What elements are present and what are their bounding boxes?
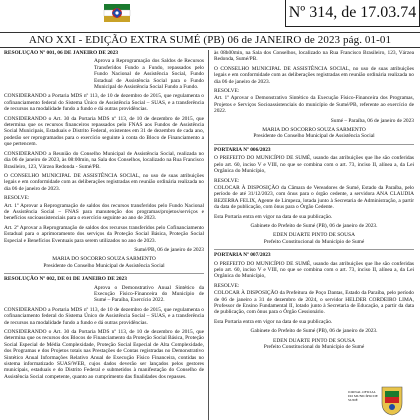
resolution-1-article-1: Art. 1º Aprovar a Reprogramação de saldos dos recursos transferidos pelo Fundo Nacional de Assistência Social – FNAS para manutenção dos programas/projetos/serviços e benefícios socioassistenciais para o exercício seguinte ao ano de 2023. [4, 202, 204, 222]
signature-role: Prefeito Constitucional do Município de Sumé [263, 344, 365, 351]
portaria-7-signature [214, 338, 414, 351]
portaria-7-gabinete: Gabinete do Prefeito de Sumé (PB), 06 de janeiro de 2023. [250, 328, 378, 335]
footer-crest-icon [380, 385, 404, 417]
resolution-2-paragraph-1: CONSIDERANDO a Portaria MDS nº 113, de 10 de dezembro de 2015, que regulamenta o cofinanciamento federal do Sistema Único de Assistência Social – SUAS, e a transferência de recursos na modalidade fundo a fundo e dá outras providências. [4, 306, 204, 326]
portaria-7-resolve: RESOLVE: [214, 282, 240, 289]
resolution-2-heading: RESOLUÇÃO Nº 002, DE 01 DE JANEIRO DE 2023 [4, 273, 204, 282]
portaria-6-paragraph-3: Esta Portaria entra em vigor na data de sua publicação. [214, 213, 333, 220]
portaria-6-resolve: RESOLVE: [214, 177, 240, 184]
signature-name: EDEN DUARTE PINTO DE SOUSA [273, 232, 355, 239]
resolution-1-signature [4, 256, 204, 269]
council-paragraph: O CONSELHO MUNICIPAL DE ASSISTÊNCIA SOCIAL, no uso de suas atribuições legais e em conformidade com as deliberações registradas em reunião ordinária realizada no dia 06 de janeiro de 2023. [214, 65, 414, 85]
resolution-1-paragraph-4: O CONSELHO MUNICIPAL DE ASSISTÊNCIA SOCIAL, no uso de suas atribuições legais e em conformidade com as deliberações registradas em reunião ordinária realizada no dia 06 de janeiro de 2023. [4, 172, 204, 192]
resolution-2-signature [214, 127, 414, 140]
resolution-1-heading: RESOLUÇÃO Nº 001, 06 DE JANEIRO DE 2023 [4, 50, 119, 56]
resolution-1-paragraph-1: CONSIDERANDO a Portaria MDS nº 113, de 10 de dezembro de 2015, que regulamenta o cofinanciamento federal do Sistema Único de Assistência Social – SUAS, e a transferência de recursos na modalidade fundo a fundo e dá outras providências. [4, 93, 204, 113]
signature-name: MARIA DO SOCORRO SOUZA SARMENTO [52, 256, 156, 263]
resolution-2-ementa: Aprova o Demonstrativo Anual Sintético da Execução Físico-Financeira do Município de Sumé – Paraíba, Exercício 2022. [94, 284, 204, 304]
portaria-7-heading: PORTARIA Nº 007/2023 [214, 249, 414, 258]
right-column [214, 50, 414, 420]
resolution-1-date: Sumé/PB, 06 de janeiro de 2023 [134, 246, 204, 253]
signature-name: MARIA DO SOCORRO SOUZA SARMENTO [262, 127, 366, 134]
portaria-6-paragraph-2: COLOCAR À DISPOSIÇÃO da Câmara de Vereadores de Sumé, Estado da Paraíba, pelo período de até 31/12/2023, com ônus para o órgão cedente, a servidora ANA CLAUDIA BEZERRA FELIX, Agente de Limpeza, lotada junto à Secretaria de Administração, a partir da data de publicação, com ônus para o Órgão Cedente. [214, 184, 414, 211]
portaria-7-paragraph-3: Esta Portaria entra em vigor na data de sua publicação. [214, 318, 333, 325]
left-column [4, 50, 204, 420]
portaria-6-signature [214, 232, 414, 245]
portaria-6-paragraph-1: O PREFEITO DO MUNICÍPIO DE SUMÉ, usando das atribuições que lhe são conferidas pelo art. 60, inciso V e VIII, no que se combina com o art. 73, inciso II, alínea a, da Lei Orgânica do Município, [214, 155, 414, 175]
resolution-1-ementa: Aprova a Reprogramação dos Saldos de Recursos Transferidos Fundo a Fundo, repassados pelo Fundo Nacional de Assistência Social, Fundo Estadual de Assistência Social para o Fundo Municipal de Assistência Social Fundo a Fundo. [94, 58, 204, 91]
issue-number-box: Nº 314, de 17.03.74 [285, 0, 420, 27]
portaria-6-heading: PORTARIA Nº 006/2023 [214, 144, 414, 153]
signature-name: EDEN DUARTE PINTO DE SOUSA [273, 337, 355, 344]
resolution-1-article-2: Art. 2º Aprovar a Reprogramação de saldos dos recursos transferidos pelo Cofinanciamento Estadual para o aprimoramento dos serviços da Proteção Social Básica, Proteção Social Especial e Benefícios Eventuais para serem utilizados no ano de 2023. [4, 224, 204, 244]
continued-paragraph: às 08h00min, na Sala dos Conselhos, localizado na Rua Francisco Brasileiro, 123, Várzea Redonda, Sumé/PB. [214, 50, 414, 63]
edition-line: ANO XXI - EDIÇÃO EXTRA SUMÉ (PB) 06 de JANEIRO de 2023 pág. 01-01 [0, 32, 420, 48]
signature-role: Presidente do Conselho Municipal de Assistência Social [43, 262, 165, 269]
signature-role: Prefeito Constitucional do Município de Sumé [263, 238, 365, 245]
masthead [0, 0, 420, 30]
resolution-1-resolve: RESOLVE: [4, 195, 30, 202]
municipal-crest-icon [100, 2, 134, 24]
resolution-2-article-1: Art. 1º Aprovar o Demonstrativo Sintético da Execução Físico-Financeira dos Programas, Projetos e Serviços Socioassistenciais do município de Sumé/PB, referente ao exercício de 2022. [214, 95, 414, 115]
resolution-2-paragraph-2: CONSIDERANDO o Art. 30 da Portaria MDS nº 113, de 10 de dezembro de 2015, que determina que os recursos dos Blocos de Financiamento da Proteção Social Básica, Proteção Social Especial de Média Complexidade, Proteção Social Especial de Alta Complexidade, dos Programas e dos Projetos totais nas Prestações de Contas registradas no Demonstrativo Sintético Anual Informações Relativo Anual de Execução Físico Financeira, contidas no sistema informatizado SUAS/WEB, cujos dados deverão ser lançados pelos gestores municipais, estaduais e do Distrito Federal e submetidos à manifestação do Conselho de Assistência Social competente, quanto ao cumprimento das finalidades dos repasses. [4, 329, 204, 380]
resolution-2-date: Sumé – Paraíba, 06 de janeiro de 2023 [330, 117, 414, 124]
portaria-7-paragraph-1: O PREFEITO DO MUNICÍPIO DE SUMÉ, usando das atribuições que lhe são conferidas pelo art. 60, inciso V e VIII, no que se combina com o art. 73, inciso II, alínea a, da Lei Orgânica do Município, [214, 260, 414, 280]
column-divider [208, 50, 209, 420]
resolution-2-resolve: RESOLVE: [214, 88, 240, 95]
portaria-7-paragraph-2: COLOCAR À DISPOSIÇÃO da Prefeitura de Poço Dantas, Estado da Paraíba, pelo período de 06 de janeiro a 31 de dezembro de 2024, o servidor HELDER CORDEIRO LIMA, Professor de Ensino Fundamental II, lotado junto à Secretaria de Educação, a partir da data de publicação, com ônus para o Órgão Cessionário. [214, 290, 414, 316]
resolution-1-paragraph-3: CONSIDERANDO a Reunião do Conselho Municipal de Assistência Social, realizada no dia 06 de janeiro de 2023, às 08:00min, na Sala dos Conselhos, localizado na Rua Francisco Brasileiro, 123, Várzea Redonda - Sumé/PB. [4, 150, 204, 170]
resolution-1-paragraph-2: CONSIDERANDO o Art. 30 da Portaria MDS nº 113, de 10 de dezembro de 2015, que determina que os recursos financeiros repassados pelo FNAS aos Fundos de Assistência Social Municipais, Estaduais e Distrito Federal, existentes em 31 de dezembro de cada ano, poderão ser reprogramados para o exercício seguinte à conta do Bloco de Financiamento a que pertencem. [4, 115, 204, 148]
footer-note: JORNAL OFICIAL DO MUNICÍPIO DE SUMÉ [348, 390, 378, 402]
portaria-6-gabinete: Gabinete do Prefeito de Sumé (PB), 06 de janeiro de 2023. [250, 222, 378, 229]
signature-role: Presidente do Conselho Municipal de Assistência Social [253, 133, 375, 140]
